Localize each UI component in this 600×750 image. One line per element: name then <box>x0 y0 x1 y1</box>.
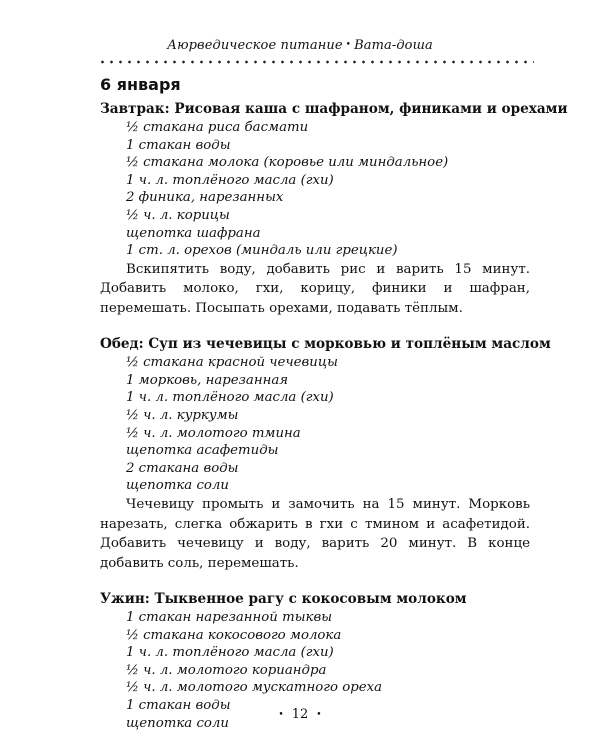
ingredient-item: 1 ч. л. топлёного масла (гхи) <box>126 390 334 406</box>
ingredient-item: 1 стакан нарезанной тыквы <box>126 610 333 625</box>
ingredient-item: 1 морковь, нарезанная <box>126 372 289 388</box>
ingredient-item: ½ стакана риса басмати <box>126 120 309 135</box>
footer-bullet-right: • <box>316 710 322 720</box>
ingredient-item: щепотка асафетиды <box>126 443 279 459</box>
page-content <box>100 74 568 732</box>
lunch-instructions: Чечевицу промыть и замочить на 15 минут. Морковь нарезать, слегка обжарить в гхи с тмином и асафетидой. Добавить чечевицу и воду, варить 20 минут. В конце добавить соль, перемешать. <box>100 497 530 571</box>
breakfast-instructions: Вскипятить воду, добавить рис и варить 15 минут. Добавить молоко, гхи, корицу, финики и шафран, перемешать. Посыпать орехами, подавать тёплым. <box>100 261 530 316</box>
section-name: Вата-доша <box>354 38 433 53</box>
breakfast-ingredients <box>100 119 530 260</box>
running-head <box>0 38 600 53</box>
page-number: 12 <box>291 707 309 722</box>
breakfast-recipe <box>100 100 568 318</box>
ingredient-item: ½ ч. л. куркумы <box>126 408 239 424</box>
ingredient-item: ½ стакана молока (коровье или миндальное) <box>126 155 449 171</box>
day-title: 6 января <box>100 75 181 94</box>
lunch-ingredients <box>100 354 530 495</box>
breakfast-title: Завтрак: Рисовая каша с шафраном, финиками и орехами <box>100 101 568 117</box>
dotted-divider <box>98 60 534 64</box>
ingredient-item: 2 стакана воды <box>126 460 239 476</box>
header-separator: • <box>345 40 352 50</box>
ingredient-item: щепотка соли <box>126 715 229 731</box>
book-title: Аюрведическое питание <box>167 38 343 53</box>
lunch-recipe <box>100 335 551 573</box>
ingredient-item: щепотка соли <box>126 478 229 494</box>
page-footer <box>0 707 600 722</box>
ingredient-item: ½ ч. л. корицы <box>126 207 230 223</box>
ingredient-item: 1 ст. л. орехов (миндаль или грецкие) <box>126 243 398 259</box>
dinner-title: Ужин: Тыквенное рагу с кокосовым молоком <box>100 591 467 607</box>
ingredient-item: 1 стакан воды <box>126 697 231 713</box>
footer-bullet-left: • <box>278 710 284 720</box>
ingredient-item: 1 стакан воды <box>126 137 231 153</box>
ingredient-item: ½ стакана красной чечевицы <box>126 355 338 371</box>
ingredient-item: ½ ч. л. молотого кориандра <box>126 662 327 678</box>
ingredient-item: ½ ч. л. молотого мускатного ореха <box>126 680 383 696</box>
ingredient-item: 1 ч. л. топлёного масла (гхи) <box>126 172 334 188</box>
ingredient-item: ½ стакана кокосового молока <box>126 627 342 643</box>
ingredient-item: ½ ч. л. молотого тмина <box>126 425 301 441</box>
ingredient-item: 2 финика, нарезанных <box>126 190 284 206</box>
ingredient-item: 1 ч. л. топлёного масла (гхи) <box>126 645 334 661</box>
ingredient-item: щепотка шафрана <box>126 225 261 241</box>
lunch-title: Обед: Суп из чечевицы с морковью и топлёным маслом <box>100 336 551 353</box>
